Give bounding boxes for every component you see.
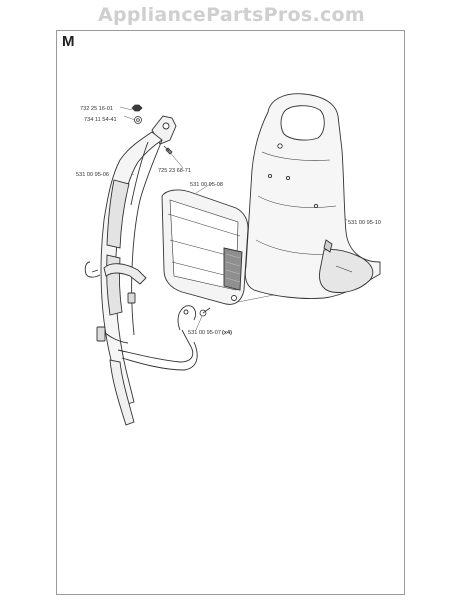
part-label-732-25-16-01: 732 25 16-01: [80, 106, 113, 112]
watermark-text: AppliancePartsPros.com: [97, 4, 365, 26]
part-quantity-note: (x4): [222, 330, 232, 336]
part-label-725-23-68-71: 725 23 68-71: [158, 168, 191, 174]
part-label-734-11-54-41: 734 11 54-41: [84, 117, 117, 123]
section-letter: M: [62, 33, 75, 50]
back-pad: [162, 190, 248, 304]
back-frame: [245, 94, 380, 299]
part-label-531-00-95-07: 531 00 95-07: [188, 330, 221, 336]
part-label-531-00-95-08: 531 00 95-08: [190, 182, 223, 188]
part-label-531-00-95-06: 531 00 95-06: [76, 172, 109, 178]
part-label-531-00-95-10: 531 00 95-10: [348, 220, 381, 226]
